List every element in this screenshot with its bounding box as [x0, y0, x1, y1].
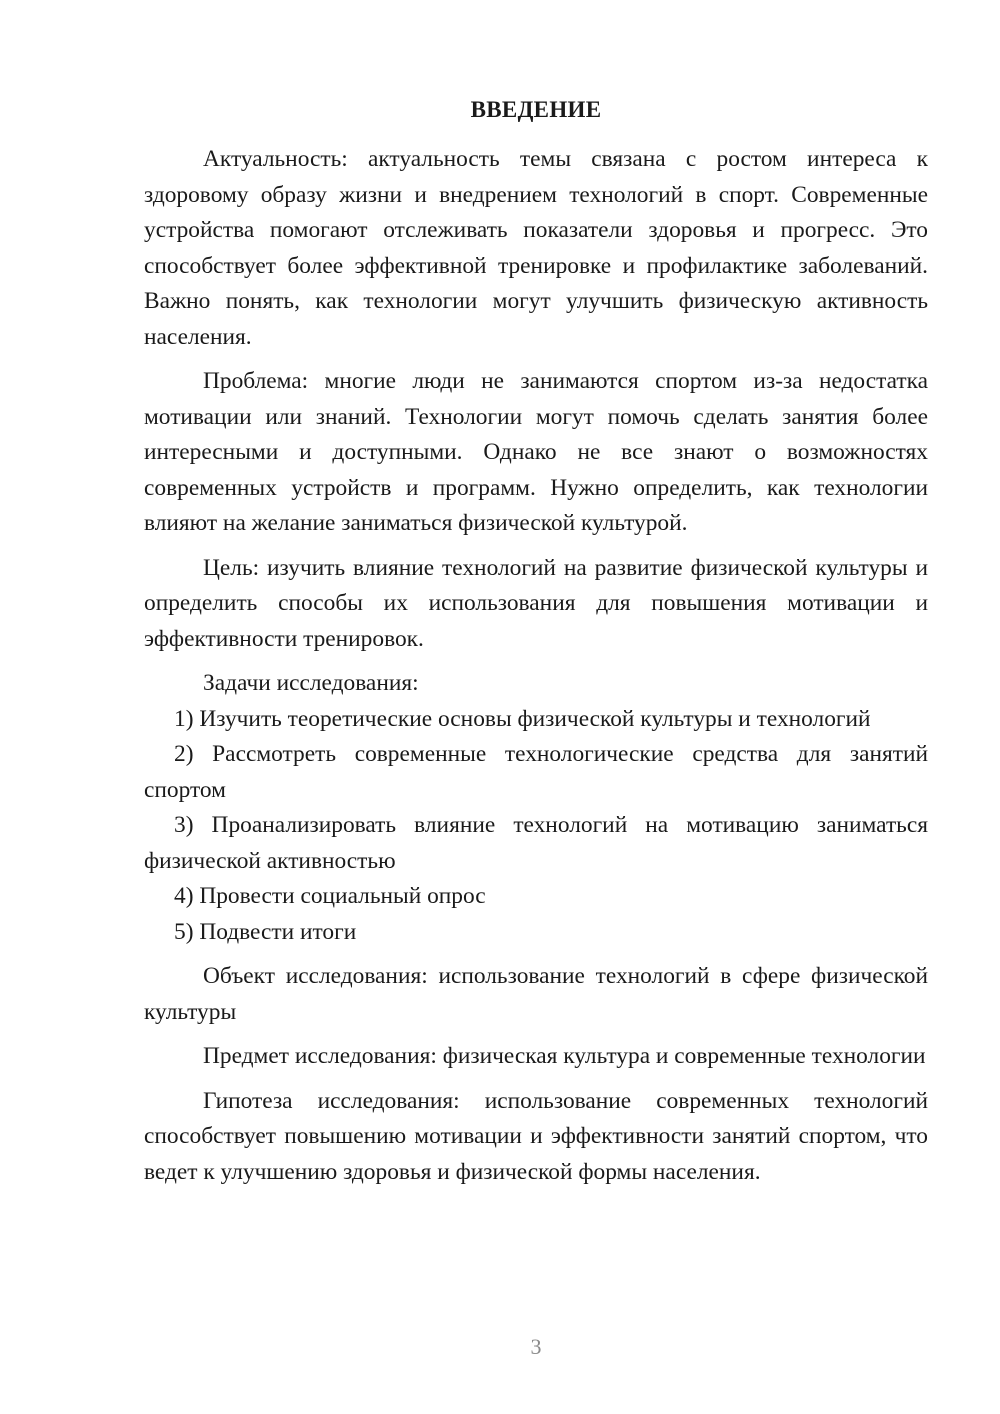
paragraph-tasks-heading: Задачи исследования:	[203, 670, 419, 696]
task-item-1: 1) Изучить теоретические основы физической культуры и технологий	[174, 705, 871, 732]
task-item-3: 3) Проанализировать влияние технологий на мотивацию заниматься физической активностью	[144, 812, 928, 874]
page-number: 3	[530, 1334, 542, 1359]
task-item-4: 4) Провести социальный опрос	[174, 883, 486, 909]
document-body	[144, 142, 928, 1190]
paragraph-subject: Предмет исследования: физическая культура и современные технологии	[203, 1043, 926, 1069]
paragraph-relevance: Актуальность: актуальность темы связана с ростом интереса к здоровому образу жизни и внедрением технологий в спорт. Современные устройства помогают отслеживать показатели здоровья и прогресс. Это способствует более эффективной тренировке и профилактике заболеваний. Важно понять, как технологии могут улучшить физическую активность населения.	[144, 146, 928, 350]
task-item-2: 2) Рассмотреть современные технологические средства для занятий спортом	[144, 741, 928, 803]
paragraph-object: Объект исследования: использование технологий в сфере физической культуры	[144, 963, 928, 1025]
page-title: ВВЕДЕНИЕ	[470, 97, 602, 122]
paragraph-goal: Цель: изучить влияние технологий на развитие физической культуры и определить способы их использования для повышения мотивации и эффективности тренировок.	[144, 554, 928, 652]
task-item-5: 5) Подвести итоги	[174, 918, 357, 945]
paragraph-hypothesis: Гипотеза исследования: использование современных технологий способствует повышению мотивации и эффективности занятий спортом, что ведет к улучшению здоровья и физической формы населения.	[144, 1087, 928, 1185]
paragraph-problem: Проблема: многие люди не занимаются спортом из-за недостатка мотивации или знаний. Технологии могут помочь сделать занятия более интересными и доступными. Однако не все знают о возможностях современных устройств и программ. Нужно определить, как технологии влияют на желание заниматься физической культурой.	[144, 368, 928, 536]
